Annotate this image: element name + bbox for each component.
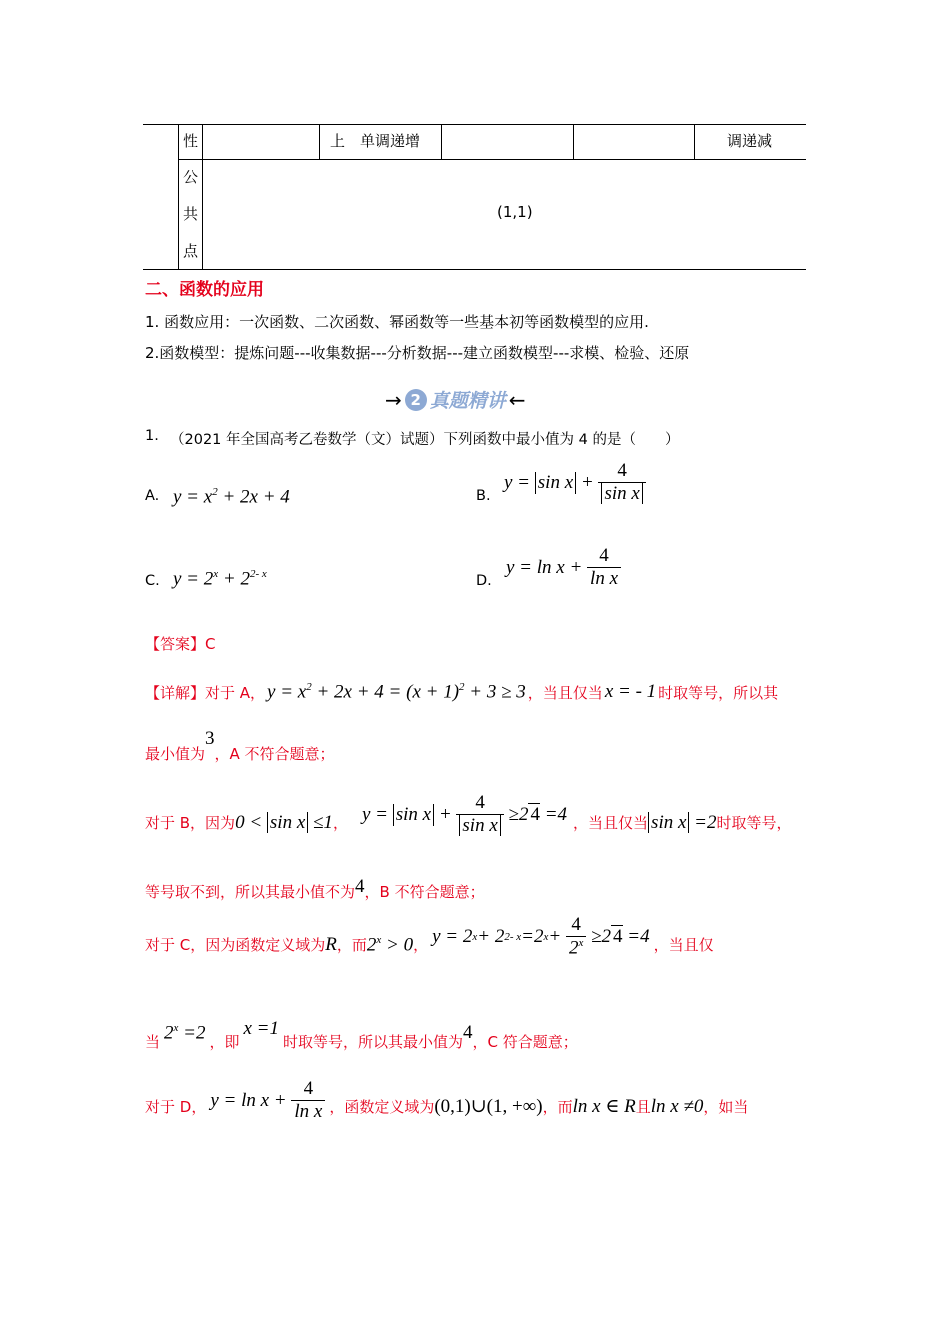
detail-label: 【详解】 <box>145 683 206 702</box>
detail-line-6 <box>145 1018 578 1052</box>
formula-lnx-ne: ln x ≠0 <box>650 1095 704 1117</box>
table-col-line <box>178 124 179 269</box>
detail-line-2 <box>145 728 335 764</box>
table-row-header-char: 点 <box>183 242 199 260</box>
detail-text: 对于 D， <box>145 1098 207 1117</box>
detail-value: 4 <box>355 876 365 897</box>
table-row-divider <box>178 159 806 160</box>
formula-x-eq: x = - 1 <box>604 681 657 703</box>
detail-set: R <box>325 933 337 955</box>
detail-text: 时取等号， <box>716 814 792 833</box>
option-label-b: B. <box>476 488 491 504</box>
formula-x-one: x =1 <box>243 1018 280 1040</box>
detail-text: 且 <box>635 1098 651 1117</box>
detail-text: 时取等号，所以其最小值为 <box>283 1033 464 1052</box>
formula-domain: (0,1)∪(1, +∞) <box>434 1096 543 1118</box>
table-col-line <box>694 124 695 159</box>
detail-text: ，而 <box>542 1098 573 1117</box>
detail-text: ， <box>332 814 348 833</box>
answer-value: C <box>205 635 216 653</box>
section-heading: 二、函数的应用 <box>145 280 264 300</box>
list-item: 2.函数模型：提炼问题---收集数据---分析数据---建立函数模型---求模、检验、还原 <box>145 344 690 362</box>
table-col-line <box>319 124 320 159</box>
detail-line-7 <box>145 1078 749 1130</box>
detail-text: 时取等号，所以其 <box>658 683 779 702</box>
detail-value: 3 <box>205 728 215 749</box>
table-bottom-border <box>143 269 806 270</box>
table-top-border <box>143 124 806 125</box>
detail-text: ，C 符合题意； <box>472 1033 578 1052</box>
arrow-right-icon: → <box>385 387 402 412</box>
table-col-line <box>202 124 203 269</box>
option-label-a: A. <box>145 488 160 504</box>
detail-text: ，当且仅 <box>653 936 714 955</box>
detail-text: ，当且仅当 <box>527 683 603 702</box>
option-c-formula: $y = 2^x + 2^{2- x}$ <box>173 568 267 590</box>
detail-text: ，B 不符合题意； <box>364 883 485 901</box>
option-b-formula: y = sin x + $\frac{4}{\text{sin x}}$ <box>504 460 646 506</box>
table-row-header-char: 公 <box>183 168 199 186</box>
formula-lnx-in-r: ln x ∈ R <box>572 1096 636 1118</box>
detail-text: 对于 C，因为函数定义域为 <box>145 936 326 955</box>
detail-text: ，当且仅当 <box>573 814 649 833</box>
arrow-left-icon: ← <box>508 387 526 412</box>
question-text: （2021 年全国高考乙卷数学（文）试题）下列函数中最小值为 4 的是（ ） <box>170 432 680 448</box>
formula-c-amgm: y = 2 x + 2 2- x =2 x + $\frac{4}{2^x}$ ≥2 4 =4 <box>432 914 650 959</box>
formula-range: 0 < sin x ≤1 <box>235 811 333 833</box>
table-cell: 调递减 <box>727 132 773 150</box>
detail-value: 4 <box>463 1022 473 1044</box>
detail-text: 当 <box>145 1033 161 1052</box>
table-col-line <box>441 124 442 159</box>
list-item: 1. 函数应用：一次函数、二次函数、幂函数等一些基本初等函数模型的应用. <box>145 313 649 331</box>
option-label-c: C. <box>145 573 160 589</box>
detail-text: ，A 不符合题意； <box>214 745 335 763</box>
detail-text: 对于 B，因为 <box>145 814 236 833</box>
detail-line-3 <box>145 792 792 846</box>
section-banner <box>385 386 526 413</box>
formula-pos: $2^x > 0$ <box>366 933 414 956</box>
table-row-header-char: 共 <box>183 205 199 223</box>
question-number: 1. <box>145 428 159 444</box>
formula-a-expansion: $y = x^2 + 2x + 4 = (x + 1)^2 + 3 \ge 3$ <box>267 681 526 703</box>
detail-text: 最小值为 <box>145 745 206 763</box>
answer-label: 【答案】 <box>145 635 206 653</box>
detail-text: ，即 <box>209 1033 240 1052</box>
detail-text: 等号取不到，所以其最小值不为 <box>145 883 356 901</box>
detail-text: 对于 A， <box>205 683 266 702</box>
detail-text: ， <box>413 936 429 955</box>
option-label-d: D. <box>476 573 492 589</box>
option-a-formula: $y = x^2 + 2x + 4$ <box>173 486 290 508</box>
option-d-formula: y = ln x + $\frac{4}{\text{ln x}}$ <box>506 545 621 591</box>
formula-c-cond: $2^x =2$ <box>164 1022 206 1044</box>
detail-line-1 <box>145 681 778 703</box>
formula-eq-cond: sin x =2 <box>648 812 716 834</box>
detail-text: ，函数定义域为 <box>329 1098 435 1117</box>
table-col-line <box>573 124 574 159</box>
formula-d: y = ln x + $\frac{4}{\text{ln x}}$ <box>210 1078 325 1124</box>
number-badge: 2 <box>405 389 427 411</box>
table-cell: 上 单调递增 <box>330 132 421 150</box>
table-row-header: 性 <box>183 132 199 150</box>
banner-title: 真题精讲 <box>429 390 506 412</box>
detail-text: ，而 <box>336 936 367 955</box>
detail-text: ，如当 <box>703 1098 749 1117</box>
detail-line-5 <box>145 914 714 968</box>
detail-line-4 <box>145 876 485 902</box>
table-cell-value: (1,1) <box>497 203 533 221</box>
formula-b-amgm: y = sin x + $\frac{4}{\text{sin x}}$ ≥2 4 =4 <box>361 792 568 836</box>
answer-line <box>145 633 216 654</box>
